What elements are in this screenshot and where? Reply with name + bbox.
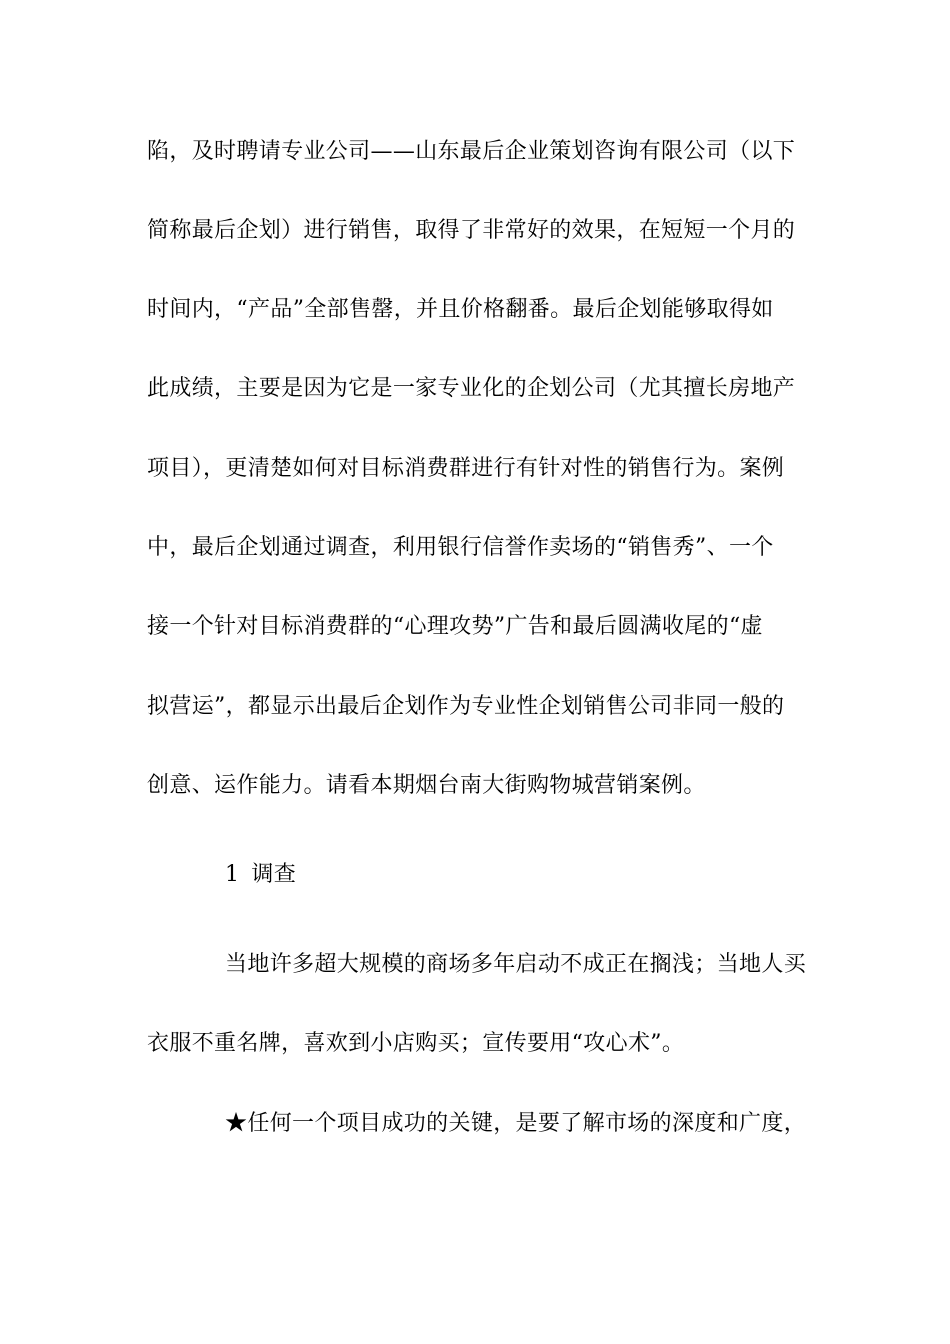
- paragraph-line: 当地许多超大规模的商场多年启动不成正在搁浅；当地人买: [225, 952, 807, 977]
- paragraph-line: 衣服不重名牌，喜欢到小店购买；宣传要用“攻心术”。: [147, 1031, 685, 1056]
- paragraph-line: 陷，及时聘请专业公司——山东最后企业策划咨询有限公司（以下: [147, 139, 796, 164]
- paragraph-line: 时间内，“产品”全部售罄，并且价格翻番。最后企划能够取得如: [147, 297, 774, 322]
- paragraph-line: 中，最后企划通过调查，利用银行信誉作卖场的“销售秀”、一个: [147, 535, 774, 560]
- section-number: 1: [225, 862, 240, 887]
- section-heading: [225, 860, 296, 890]
- section-title: 调查: [251, 862, 297, 887]
- paragraph-line: 创意、运作能力。请看本期烟台南大街购物城营销案例。: [147, 773, 706, 798]
- paragraph-line: 项目），更清楚如何对目标消费群进行有针对性的销售行为。案例: [147, 456, 785, 481]
- paragraph-line: 接一个针对目标消费群的“心理攻势”广告和最后圆满收尾的“虚: [147, 614, 763, 639]
- paragraph-line: 简称最后企划）进行销售，取得了非常好的效果，在短短一个月的: [147, 218, 796, 243]
- paragraph-line: 拟营运”，都显示出最后企划作为专业性企划销售公司非同一般的: [147, 694, 785, 719]
- paragraph-line: 此成绩，主要是因为它是一家专业化的企划公司（尤其擅长房地产: [147, 376, 796, 401]
- paragraph-line: ★任何一个项目成功的关键，是要了解市场的深度和广度，: [225, 1111, 807, 1136]
